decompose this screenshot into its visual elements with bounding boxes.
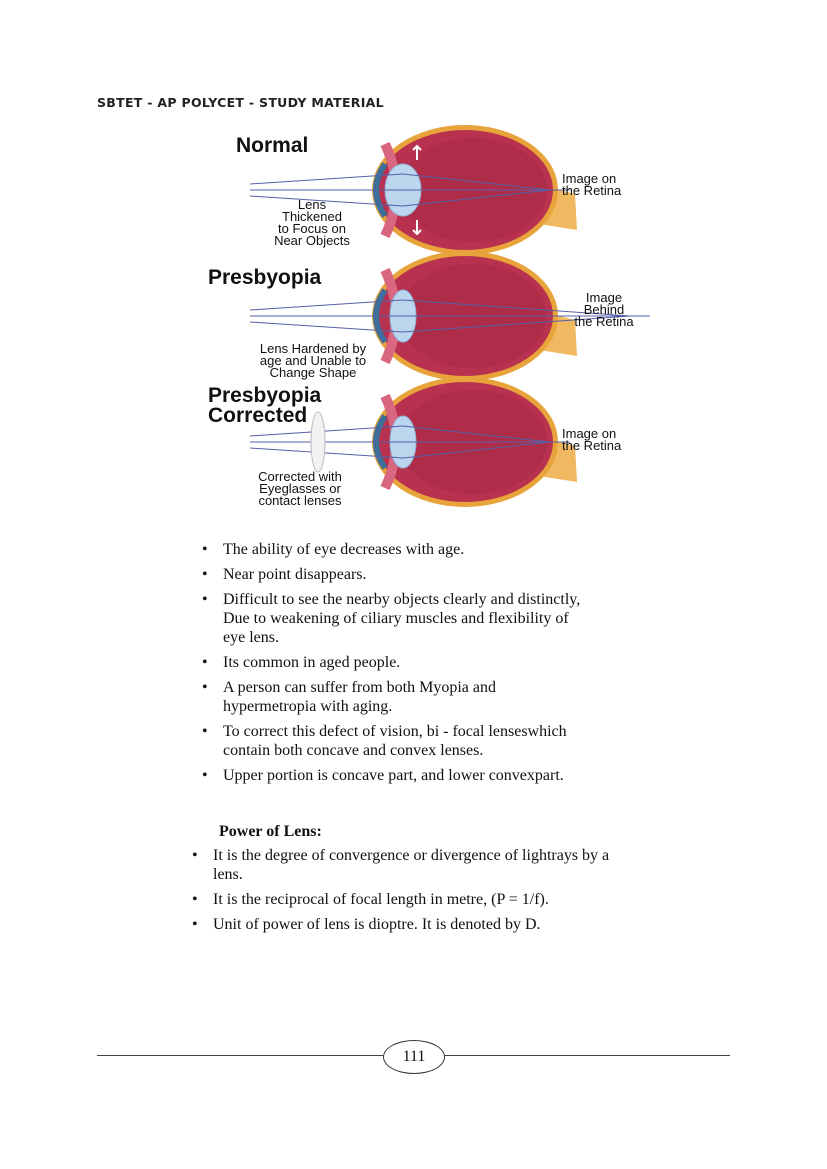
list-item-line: It is the reciprocal of focal length in metre, (P = 1/f). bbox=[213, 891, 549, 908]
image-label: the Retina bbox=[562, 438, 622, 453]
footer-rule-left bbox=[97, 1055, 383, 1056]
list-item-line: Due to weakening of ciliary muscles and flexibility of bbox=[223, 610, 569, 627]
list-item bbox=[200, 565, 630, 584]
list-item bbox=[200, 653, 630, 672]
eyeglass-lens-shape bbox=[311, 412, 325, 472]
presbyopia-facts-list bbox=[200, 540, 630, 791]
list-item bbox=[190, 915, 660, 934]
list-item bbox=[200, 540, 630, 559]
list-item bbox=[200, 766, 630, 785]
section-heading-power-of-lens: Power of Lens: bbox=[219, 823, 322, 840]
lens-label: Lens Hardened by bbox=[259, 341, 367, 356]
panel-title: Corrected bbox=[208, 404, 308, 427]
list-item-line: It is the degree of convergence or divergence of lightrays by a bbox=[213, 847, 610, 864]
panel-title: Presbyopia bbox=[208, 384, 322, 407]
list-item-line: lens. bbox=[213, 866, 243, 883]
document-header: SBTET - AP POLYCET - STUDY MATERIAL bbox=[97, 95, 384, 110]
list-item bbox=[190, 846, 660, 884]
lens-label: age and Unable to bbox=[259, 353, 367, 368]
list-item-line: eye lens. bbox=[223, 629, 279, 646]
image-label: Behind bbox=[583, 302, 625, 317]
lens-label: Near Objects bbox=[274, 233, 350, 248]
image-label: Image on bbox=[562, 426, 617, 441]
list-item-line: The ability of eye decreases with age. bbox=[223, 541, 465, 558]
list-item-line: Unit of power of lens is dioptre. It is denoted by D. bbox=[213, 916, 541, 933]
lens-label: Corrected with bbox=[258, 469, 342, 484]
list-item-line: Difficult to see the nearby objects clearly and distinctly, bbox=[223, 591, 581, 608]
list-item bbox=[200, 590, 630, 647]
lens-label: Lens bbox=[297, 197, 327, 212]
list-item-line: Upper portion is concave part, and lower convexpart. bbox=[223, 767, 564, 784]
power-of-lens-list bbox=[190, 846, 660, 940]
panel-title: Presbyopia bbox=[208, 266, 322, 289]
lens-label: Thickened bbox=[282, 209, 342, 224]
lens-label: Eyeglasses or bbox=[259, 481, 341, 496]
image-label: Image on bbox=[562, 171, 617, 186]
image-label: the Retina bbox=[562, 183, 622, 198]
list-item-line: contain both concave and convex lenses. bbox=[223, 742, 484, 759]
eye-diagram-svg bbox=[200, 118, 660, 518]
presbyopia-diagram bbox=[200, 118, 660, 518]
page-number: 111 bbox=[383, 1040, 445, 1074]
image-label: Image bbox=[585, 290, 623, 305]
panel-title: Normal bbox=[236, 134, 309, 157]
list-item bbox=[200, 678, 630, 716]
list-item bbox=[200, 722, 630, 760]
list-item bbox=[190, 890, 660, 909]
footer-rule-right bbox=[444, 1055, 730, 1056]
lens-label: to Focus on bbox=[278, 221, 346, 236]
list-item-line: Near point disappears. bbox=[223, 566, 367, 583]
lens-label: contact lenses bbox=[258, 493, 342, 508]
list-item-line: To correct this defect of vision, bi - focal lenseswhich bbox=[223, 723, 567, 740]
list-item-line: hypermetropia with aging. bbox=[223, 698, 393, 715]
lens-label: Change Shape bbox=[269, 365, 357, 380]
list-item-line: A person can suffer from both Myopia and bbox=[223, 679, 496, 696]
image-label: the Retina bbox=[574, 314, 634, 329]
list-item-line: Its common in aged people. bbox=[223, 654, 401, 671]
